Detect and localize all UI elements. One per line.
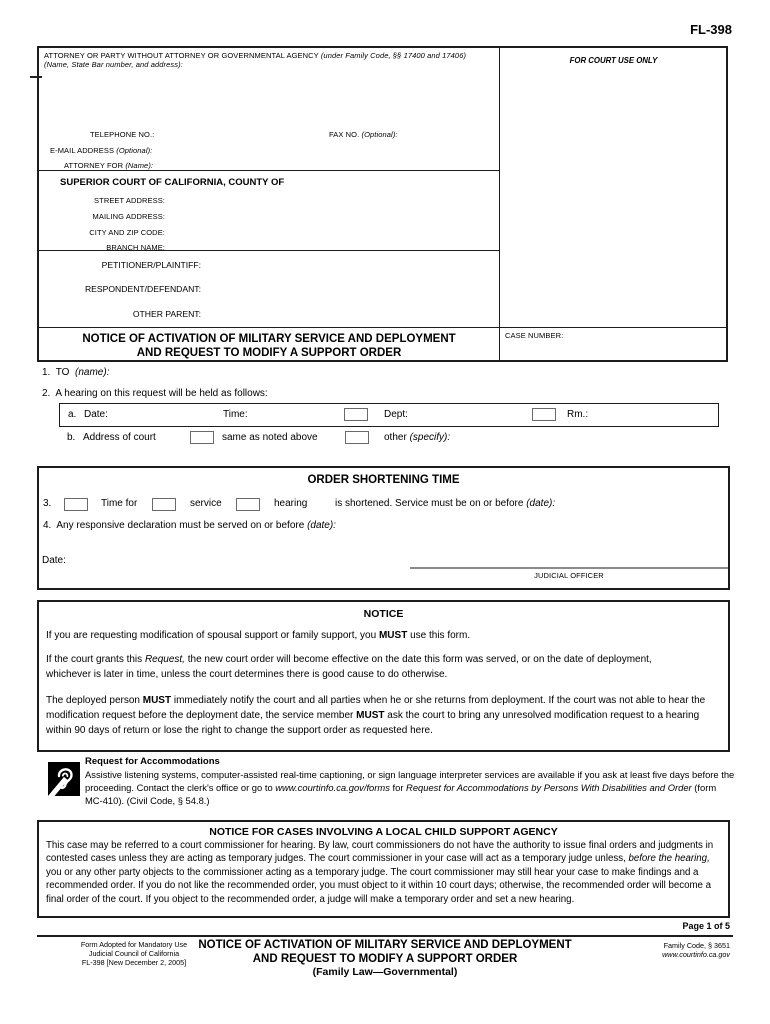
form-number: FL-398 xyxy=(690,22,732,37)
footer-reference-block xyxy=(590,941,730,959)
notice-paragraph-1: If you are requesting modification of spousal support or family support, you MUST use this form. xyxy=(46,630,471,641)
name-field-dash xyxy=(30,76,42,78)
hearing-label: hearing xyxy=(274,498,308,509)
footer-title-line1: NOTICE OF ACTIVATION OF MILITARY SERVICE AND DEPLOYMENT xyxy=(198,939,572,951)
service-label: service xyxy=(190,498,222,509)
superior-court-title: SUPERIOR COURT OF CALIFORNIA, COUNTY OF xyxy=(60,177,285,188)
other-parent-label: OTHER PARENT: xyxy=(132,309,201,319)
time-for-checkbox[interactable] xyxy=(64,498,88,511)
lcsa-title: NOTICE FOR CASES INVOLVING A LOCAL CHILD SUPPORT AGENCY xyxy=(209,826,558,838)
attorney-for-label: ATTORNEY FOR (Name): xyxy=(64,161,154,170)
footer-adoption-line3: FL-398 [New December 2, 2005] xyxy=(81,958,187,967)
notice-box xyxy=(37,600,730,752)
attorney-party-label: ATTORNEY OR PARTY WITHOUT ATTORNEY OR GOVERNMENTAL AGENCY (under Family Code, §§ 17400 and 17406) (Name, State Bar number, and address): xyxy=(44,51,467,69)
assistive-listening-icon xyxy=(48,762,80,796)
ost-date-label: Date: xyxy=(42,555,66,566)
same-as-noted-label: same as noted above xyxy=(222,432,318,443)
street-address-label: STREET ADDRESS: xyxy=(94,196,165,205)
divider-court-party xyxy=(39,250,499,251)
hearing-checkbox[interactable] xyxy=(236,498,260,511)
notice-paragraph-2: If the court grants this Request, the new court order will become effective on the date this form was served, or on the date of deployment, whichever is later in time, unless the court determines there is good cause to do otherwise. xyxy=(46,654,652,680)
order-shortening-time-box xyxy=(37,466,730,590)
service-checkbox[interactable] xyxy=(152,498,176,511)
divider-title-row xyxy=(39,327,726,328)
dept-checkbox[interactable] xyxy=(344,408,368,421)
accommodations-heading: Request for Accommodations xyxy=(85,756,220,767)
hearing-room-label: Rm.: xyxy=(567,409,589,420)
ost-item-4: 4. Any responsive declaration must be served on or before (date): xyxy=(43,520,336,531)
for-court-use-label: FOR COURT USE ONLY xyxy=(569,56,658,65)
city-zip-label: CITY AND ZIP CODE: xyxy=(89,228,165,237)
form-title-line2: AND REQUEST TO MODIFY A SUPPORT ORDER xyxy=(136,347,402,359)
telephone-label: TELEPHONE NO.: xyxy=(90,130,155,139)
footer-adoption-line1: Form Adopted for Mandatory Use xyxy=(80,940,188,949)
accommodations-body: Assistive listening systems, computer-assisted real-time captioning, or sign language interpreter services are available if you ask at least five days before the proceeding. Contact the clerk's office or go to www.courtinfo.ca.gov/forms for Request for Accommodations by Persons With Disabilities and Order (form MC-410). (Civil Code, § 54.8.) xyxy=(85,769,735,806)
respondent-label: RESPONDENT/DEFENDANT: xyxy=(84,284,201,294)
case-number-label: CASE NUMBER: xyxy=(505,331,564,340)
caption-box xyxy=(37,46,728,362)
lcsa-notice-box xyxy=(37,820,730,918)
form-title-line1: NOTICE OF ACTIVATION OF MILITARY SERVICE AND DEPLOYMENT xyxy=(82,333,456,345)
hearing-dept-label: Dept: xyxy=(384,409,408,420)
judicial-officer-label: JUDICIAL OFFICER xyxy=(534,571,604,580)
item-2: 2. A hearing on this request will be held as follows: xyxy=(42,388,268,399)
shortened-text: is shortened. Service must be on or before (date): xyxy=(335,498,556,509)
page-marker: Page 1 of 5 xyxy=(682,921,730,931)
petitioner-label: PETITIONER/PLAINTIFF: xyxy=(101,260,201,270)
footer-rule xyxy=(37,935,733,937)
hearing-row-a-box xyxy=(59,403,719,427)
caption-vertical-divider xyxy=(499,48,500,360)
judicial-officer-signature-line[interactable] xyxy=(410,567,728,569)
notice-title: NOTICE xyxy=(363,608,404,620)
ost-title: ORDER SHORTENING TIME xyxy=(307,474,460,486)
footer-title-block xyxy=(170,938,600,979)
form-title xyxy=(39,332,499,360)
branch-name-label: BRANCH NAME: xyxy=(106,243,165,252)
hearing-date-label: Date: xyxy=(84,409,108,420)
email-label: E-MAIL ADDRESS (Optional): xyxy=(50,146,153,155)
other-specify-label: other (specify): xyxy=(384,432,451,443)
footer-website: www.courtinfo.ca.gov xyxy=(662,950,730,959)
footer-code-ref: Family Code, § 3651 xyxy=(663,941,730,950)
divider-attorney-court xyxy=(39,170,499,171)
item-1: 1. TO (name): xyxy=(42,367,110,378)
row-b-letter: b. xyxy=(67,432,76,443)
footer-title-line3: (Family Law—Governmental) xyxy=(312,966,458,978)
same-address-checkbox[interactable] xyxy=(190,431,214,444)
hearing-row-b xyxy=(0,432,770,450)
ost-item3-number: 3. xyxy=(43,498,52,509)
footer-adoption-line2: Judicial Council of California xyxy=(88,949,180,958)
row-a-letter: a. xyxy=(68,409,77,420)
room-checkbox[interactable] xyxy=(532,408,556,421)
mailing-address-label: MAILING ADDRESS: xyxy=(92,212,165,221)
footer-title-line2: AND REQUEST TO MODIFY A SUPPORT ORDER xyxy=(252,953,518,965)
lcsa-body: This case may be referred to a court commissioner for hearing. By law, court commissioners do not have the authority to issue final orders and judgments in contested cases unless they are acting as temporary judges. The court commissioner in your case will act as a temporary judge unless, before the hearing, you or any other party objects to the commissioner acting as a temporary judge. The court commissioner may still hear your case to make findings and a recommended order. If you do not like the recommended order, you must object to it within 10 court days; otherwise, the recommended order will become a final order of the court. If you object to the recommended order, a judge will make a temporary order and set a new hearing. xyxy=(46,840,714,905)
address-of-court-label: Address of court xyxy=(83,432,156,443)
time-for-label: Time for xyxy=(101,498,138,509)
ost-item-3 xyxy=(39,498,728,514)
hearing-time-label: Time: xyxy=(223,409,248,420)
fax-label: FAX NO. (Optional): xyxy=(329,130,398,139)
notice-paragraph-3: The deployed person MUST immediately notify the court and all parties when he or she returns from deployment. If the court was not able to hear the modification request before the deployment date, the service member MUST ask the court to bring any unresolved modification request to a hearing within 90 days of return or lose the right to change the support order as requested here. xyxy=(46,695,706,736)
other-address-checkbox[interactable] xyxy=(345,431,369,444)
